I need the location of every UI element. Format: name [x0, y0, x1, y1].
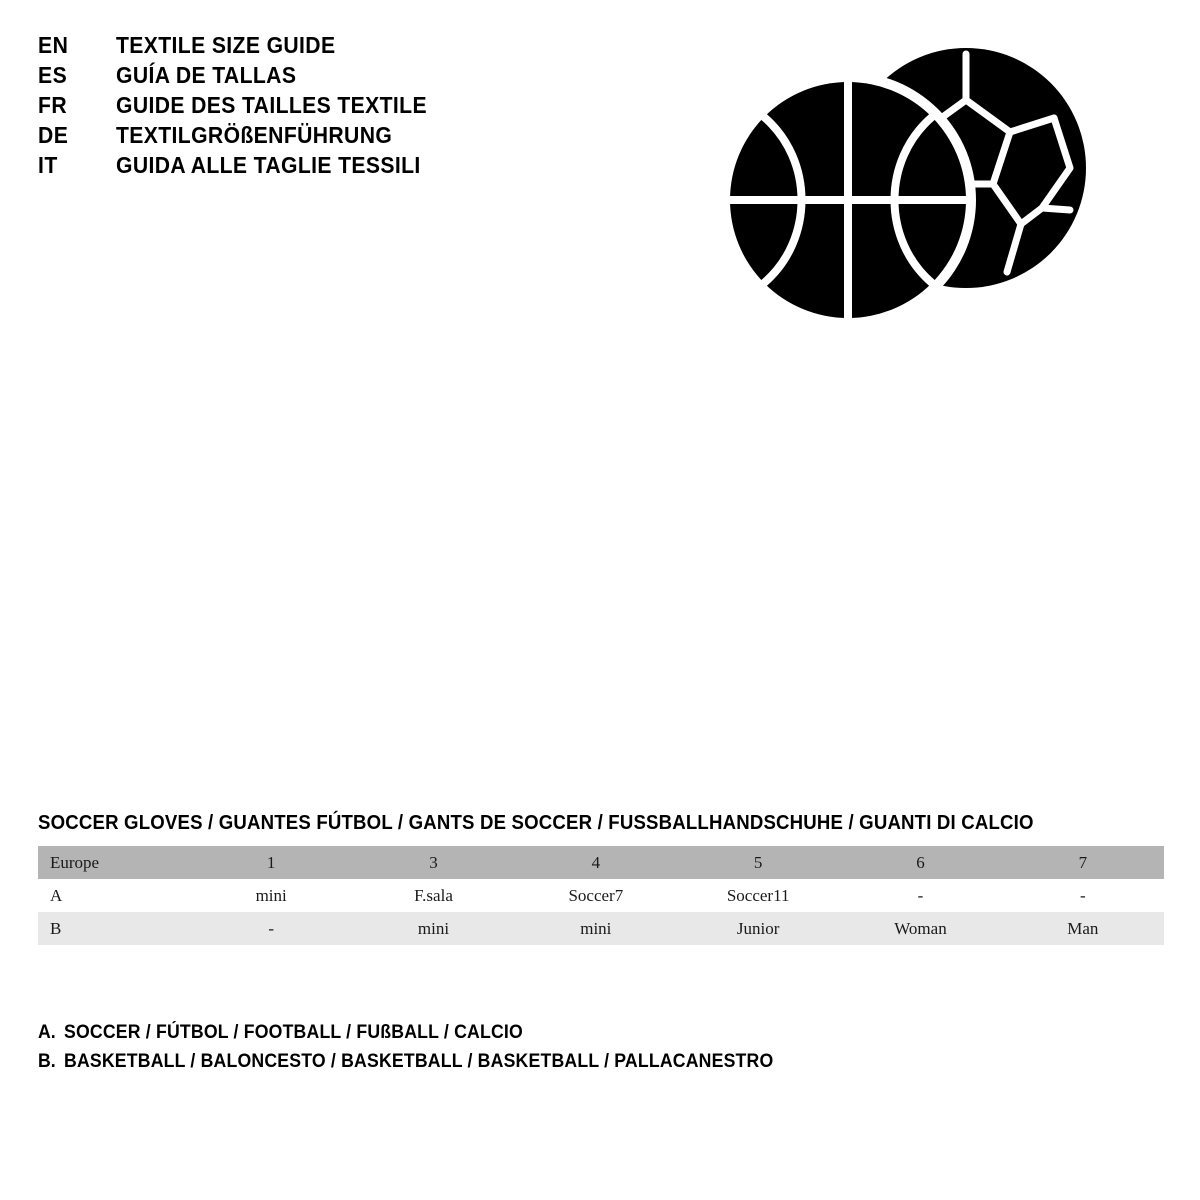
basketball-icon: [730, 82, 966, 318]
table-cell: B: [50, 918, 62, 938]
language-row: [38, 90, 638, 120]
table-cell: Soccer7: [568, 885, 624, 905]
table-cell: Soccer11: [726, 885, 790, 905]
legend-key: B.: [38, 1051, 56, 1072]
soccer-gloves-size-table: [38, 846, 1164, 945]
size-table-section: [38, 812, 1164, 945]
language-row: [38, 150, 638, 180]
table-cell: Man: [1067, 918, 1099, 938]
language-code: DE: [38, 122, 69, 148]
table-header-cell: 4: [591, 852, 601, 872]
sports-balls-illustration: [718, 40, 1098, 330]
legend-row: [38, 1018, 1038, 1047]
table-cell: F.sala: [414, 885, 453, 905]
language-header-block: [38, 30, 638, 180]
table-header-cell: Europe: [50, 852, 100, 872]
language-row: [38, 120, 638, 150]
table-title: SOCCER GLOVES / GUANTES FÚTBOL / GANTS DE SOCCER / FUSSBALLHANDSCHUHE / GUANTI DI CALCIO: [38, 812, 1034, 834]
table-cell: mini: [580, 918, 612, 938]
table-cell: -: [917, 885, 924, 905]
language-code: IT: [38, 152, 58, 178]
language-title: GUÍA DE TALLAS: [116, 62, 297, 88]
table-cell: -: [1079, 885, 1086, 905]
table-cell: mini: [255, 885, 287, 905]
table-cell: -: [268, 918, 274, 938]
table-header-cell: 7: [1078, 852, 1088, 872]
table-header-cell: 5: [753, 852, 763, 872]
language-title: TEXTILE SIZE GUIDE: [116, 32, 336, 58]
legend-block: [38, 1018, 1038, 1076]
table-header-cell: 3: [429, 852, 438, 872]
table-cell: Woman: [894, 918, 947, 938]
legend-row: [38, 1047, 1038, 1076]
language-title: TEXTILGRÖßENFÜHRUNG: [116, 122, 393, 148]
table-header-row: [38, 846, 1164, 879]
table-header-cell: 6: [916, 852, 925, 872]
language-row: [38, 30, 638, 60]
table-row: [38, 879, 1164, 912]
table-header-cell: 1: [266, 852, 276, 872]
language-title: GUIDE DES TAILLES TEXTILE: [116, 92, 427, 118]
table-row: [38, 912, 1164, 945]
language-code: FR: [38, 92, 68, 118]
language-code: EN: [38, 32, 69, 58]
table-cell: Junior: [736, 918, 780, 938]
legend-text: SOCCER / FÚTBOL / FOOTBALL / FUßBALL / CALCIO: [64, 1022, 523, 1043]
language-title: GUIDA ALLE TAGLIE TESSILI: [116, 152, 421, 178]
legend-text: BASKETBALL / BALONCESTO / BASKETBALL / BASKETBALL / PALLACANESTRO: [64, 1051, 774, 1072]
legend-key: A.: [38, 1022, 56, 1043]
language-code: ES: [38, 62, 68, 88]
table-cell: A: [50, 885, 63, 905]
table-cell: mini: [417, 918, 450, 938]
language-row: [38, 60, 638, 90]
